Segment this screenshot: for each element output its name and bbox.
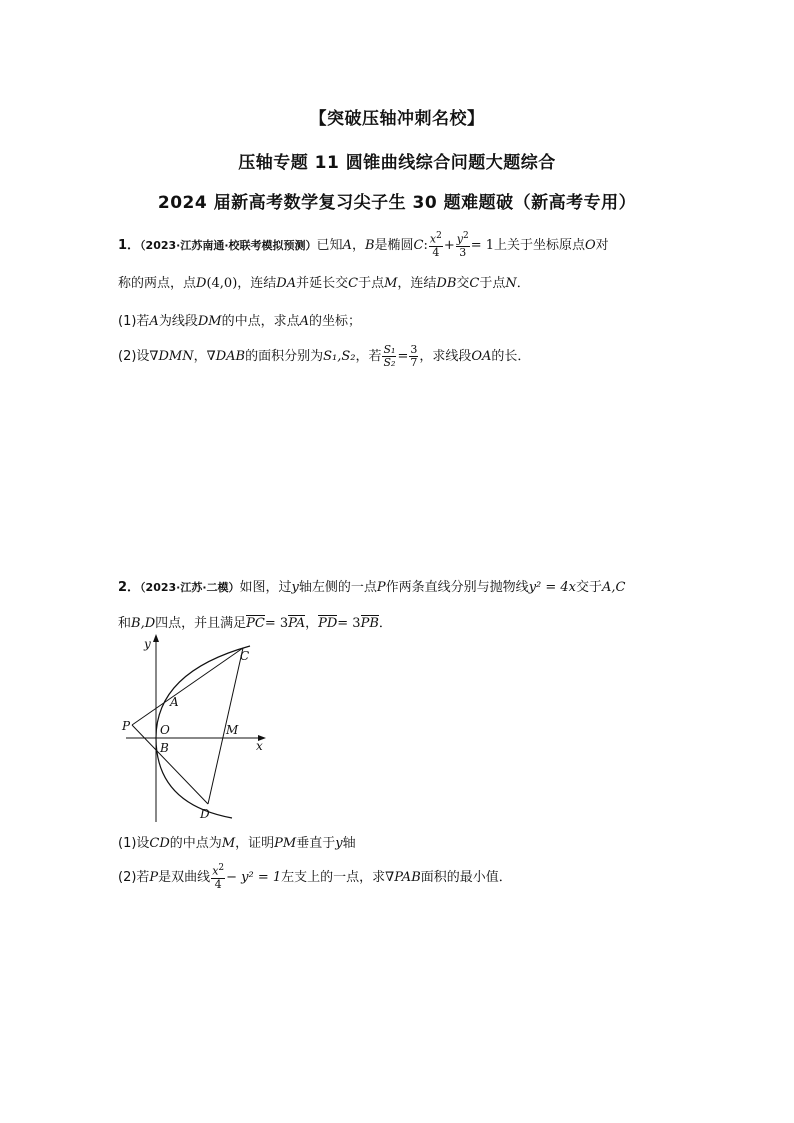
q1-text: 为线段: [158, 314, 198, 329]
q2-vector-PC: PC: [246, 616, 265, 631]
q1-var-A: A: [149, 314, 159, 329]
q2-var-AC: A,C: [602, 580, 626, 595]
q2-var-P: P: [376, 580, 386, 595]
label-B: B: [160, 741, 169, 755]
q2-var-CD: CD: [149, 836, 170, 851]
q1-line-2: [118, 272, 530, 291]
q1-text: 对: [595, 237, 609, 253]
q2-eq3: = 3: [337, 616, 361, 631]
label-P: P: [122, 719, 131, 733]
q1-fraction-37: [409, 344, 418, 369]
q1-text: 于点: [479, 276, 506, 291]
q2-vector-PD: PD: [318, 616, 338, 631]
q2-text: 的中点为: [169, 836, 222, 851]
q1-part-2: [118, 344, 530, 369]
q2-frac-x: x: [212, 864, 219, 878]
parabola-figure: [118, 632, 278, 824]
q1-text: 的长．: [491, 349, 531, 365]
q2-text: 左支上的一点，求: [281, 869, 386, 885]
q2-hyperbola-rest: − y² = 1: [226, 869, 282, 885]
q1-triangle-DAB: ∇DAB: [206, 349, 246, 365]
q1-frac-3n: 3: [410, 343, 418, 356]
q1-eq1: = 1: [470, 237, 494, 253]
q2-parabola: y² = 4x: [528, 580, 577, 595]
q1-var-A: A: [342, 237, 352, 253]
q1-var-DA: DA: [276, 276, 297, 291]
q1-frac-4: 4: [432, 245, 440, 259]
q1-period: ．: [516, 276, 530, 291]
q1-frac-x: x: [429, 232, 437, 246]
q2-triangle-PAB: ∇PAB: [385, 869, 421, 885]
q1-var-C: C: [469, 276, 480, 291]
q2-text: 面积的最小值．: [420, 869, 512, 885]
q2-var-y: y: [291, 580, 299, 595]
q2-line-1: [118, 576, 626, 595]
q2-number: 2．: [118, 580, 141, 595]
q2-frac-sq: 2: [218, 863, 225, 873]
q1-part-1: [118, 310, 361, 329]
q2-text: 作两条直线分别与抛物线: [385, 580, 529, 595]
q1-text: ，连结: [237, 276, 277, 291]
q1-S1-S2: S₁,S₂: [323, 349, 356, 365]
q1-text: ，若: [355, 349, 382, 365]
q1-text: 并延长交: [296, 276, 349, 291]
q2-text: 是双曲线: [158, 869, 211, 885]
q1-text: 的中点，求点: [221, 314, 300, 329]
q2-text: 四点，并且满足: [155, 616, 247, 631]
q2-text: 和: [118, 616, 132, 631]
q2-source: （2023·江苏·二模）: [140, 581, 240, 594]
q1-frac-S1: S₁: [383, 343, 396, 356]
q1-source: （2023·江苏南通·校联考模拟预测）: [140, 238, 317, 252]
q2-frac-4: 4: [214, 877, 222, 891]
q2-period: ．: [378, 616, 392, 631]
q1-fraction-y: [456, 232, 470, 259]
q2-text: 如图，过: [239, 580, 292, 595]
q2-sep: ，: [305, 616, 319, 631]
q1-text: 的面积分别为: [245, 349, 324, 365]
label-D: D: [200, 807, 210, 821]
q1-fraction-x: [429, 232, 443, 259]
q1-frac-sq: 2: [436, 231, 442, 241]
q1-text: 称的两点，点: [118, 276, 197, 291]
q1-text: (1)若: [118, 314, 150, 329]
q2-line-2: [118, 612, 392, 631]
y-axis-arrow: [153, 634, 159, 642]
q1-text: (2)设: [118, 349, 150, 365]
q1-var-B: B: [364, 237, 375, 253]
q2-vector-PB: PB: [360, 616, 379, 631]
q1-frac-7: 7: [410, 356, 418, 370]
q1-frac-sq: 2: [462, 231, 469, 241]
q1-var-DB: DB: [436, 276, 457, 291]
label-y: y: [144, 637, 151, 651]
q2-text: (2)若: [118, 869, 150, 885]
q2-part-2: [118, 864, 512, 891]
q2-part-1: [118, 832, 356, 851]
q1-text: ，连结: [397, 276, 437, 291]
q2-fraction-x: [211, 864, 225, 891]
header-line-3: 2024 届新高考数学复习尖子生 30 题难题破（新高考专用）: [157, 193, 637, 213]
q1-text: 上关于坐标原点: [493, 237, 585, 253]
q1-text: 于点: [358, 276, 385, 291]
q1-colon: :: [423, 237, 428, 253]
q1-text: 是椭圆: [374, 237, 414, 253]
q1-fraction-s: [382, 344, 396, 369]
line-PD: [132, 725, 208, 804]
q1-frac-y: y: [456, 232, 463, 246]
q1-line-1: [118, 232, 609, 259]
q1-var-C: C: [348, 276, 359, 291]
label-M: M: [226, 723, 239, 737]
q2-vector-PA: PA: [288, 616, 306, 631]
q1-D-coord: (4,0): [206, 276, 238, 291]
q1-frac-S2: S₂: [383, 356, 396, 370]
q2-var-M: M: [221, 836, 236, 851]
q2-eq3: = 3: [264, 616, 289, 631]
q1-var-C: C: [413, 237, 424, 253]
header-line-2: 压轴专题 11 圆锥曲线综合问题大题综合: [238, 153, 556, 173]
q2-text: 交于: [576, 580, 603, 595]
line-PC: [132, 648, 243, 725]
q1-var-A: A: [299, 314, 309, 329]
q1-text: ，: [351, 237, 365, 253]
q1-frac-3: 3: [459, 245, 467, 259]
q2-text: ，证明: [235, 836, 275, 851]
q2-text: (1)设: [118, 836, 150, 851]
q1-var-DM: DM: [197, 314, 222, 329]
q1-eq: =: [397, 349, 409, 365]
q1-text: ，: [193, 349, 207, 365]
label-O: O: [160, 723, 170, 737]
header-line-1: 【突破压轴冲刺名校】: [309, 109, 485, 129]
label-x: x: [256, 739, 263, 753]
q2-text: 轴左侧的一点: [298, 580, 377, 595]
q1-var-N: N: [505, 276, 517, 291]
q1-var-O: O: [585, 237, 596, 253]
q1-var-D: D: [196, 276, 207, 291]
q1-var-M: M: [384, 276, 398, 291]
q2-text: 轴: [342, 836, 356, 851]
q1-text: 已知: [316, 237, 343, 253]
q1-triangle-DMN: ∇DMN: [149, 349, 194, 365]
q2-var-P: P: [149, 869, 159, 885]
q1-text: ，求线段: [419, 349, 472, 365]
q1-var-OA: OA: [471, 349, 492, 365]
q2-var-y: y: [335, 836, 343, 851]
label-C: C: [240, 649, 250, 663]
q1-plus: +: [443, 237, 455, 253]
q1-number: 1．: [118, 237, 141, 253]
label-A: A: [170, 695, 179, 709]
q2-text: 垂直于: [296, 836, 336, 851]
q2-var-PM: PM: [274, 836, 297, 851]
q2-var-BD: B,D: [131, 616, 156, 631]
q1-text: 的坐标；: [308, 314, 361, 329]
q1-text: 交: [456, 276, 470, 291]
